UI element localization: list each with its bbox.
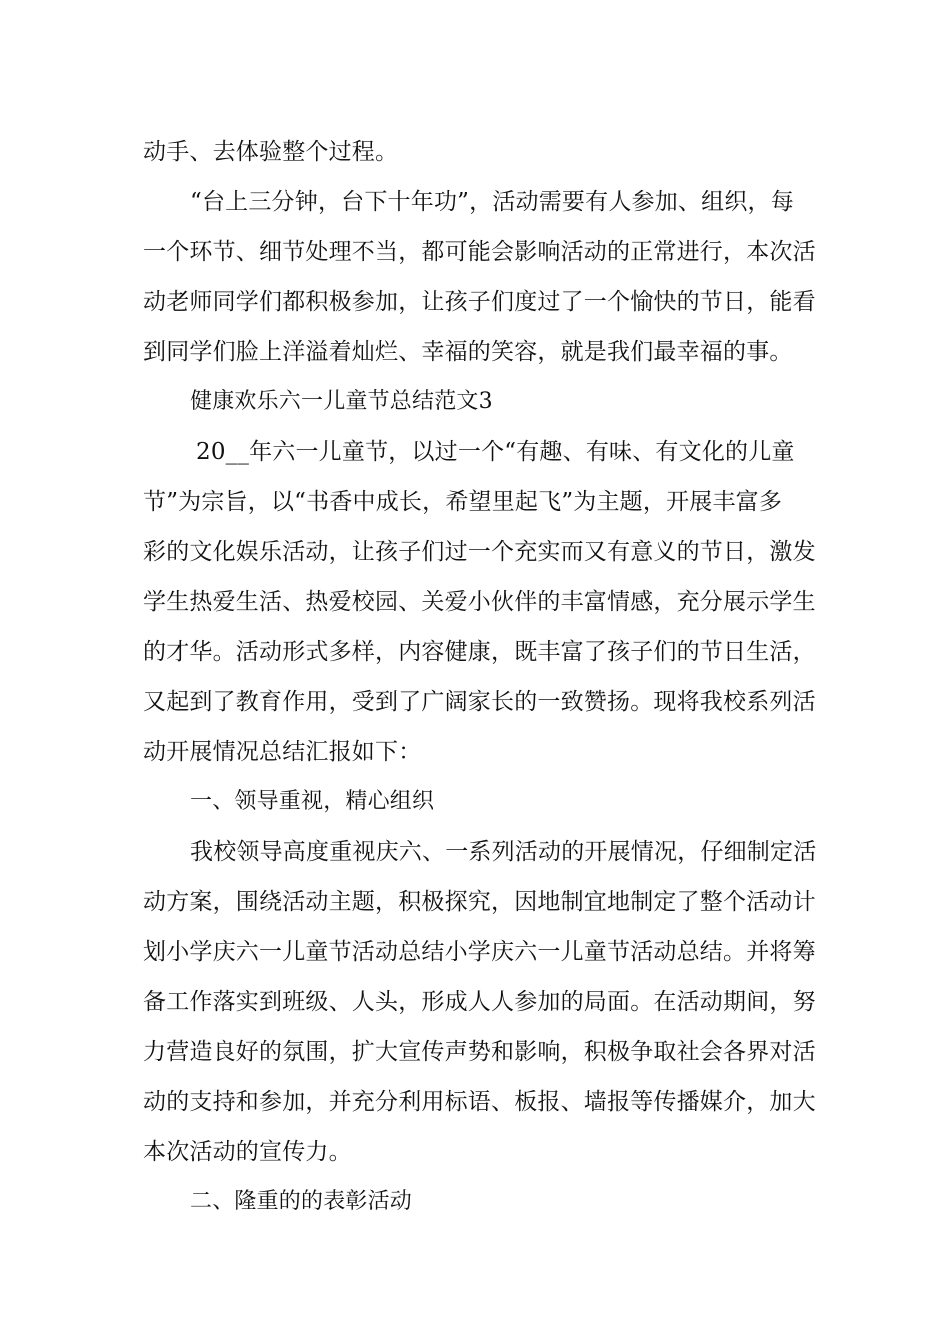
paragraph-line: 又起到了教育作用，受到了广阔家长的一致赞扬。现将我校系列活: [143, 689, 816, 715]
paragraph-line: 到同学们脸上洋溢着灿烂、幸福的笑容，就是我们最幸福的事。: [143, 339, 793, 365]
paragraph-line: 备工作落实到班级、人头，形成人人参加的局面。在活动期间，努: [143, 989, 816, 1015]
paragraph-line: 动老师同学们都积极参加，让孩子们度过了一个愉快的节日，能看: [143, 289, 816, 315]
paragraph-line: 划小学庆六一儿童节活动总结小学庆六一儿童节活动总结。并将筹: [143, 939, 816, 965]
paragraph-line: 彩的文化娱乐活动，让孩子们过一个充实而又有意义的节日，激发: [143, 539, 816, 565]
paragraph-line: 一个环节、细节处理不当，都可能会影响活动的正常进行，本次活: [143, 239, 816, 265]
paragraph-line: 动开展情况总结汇报如下：: [143, 739, 422, 765]
paragraph-line: 力营造良好的氛围，扩大宣传声势和影响，积极争取社会各界对活: [143, 1039, 816, 1065]
section-heading: 二、隆重的的表彰活动: [190, 1189, 413, 1214]
paragraph-line: 本次活动的宣传力。: [143, 1139, 352, 1165]
paragraph-line: 动的支持和参加，并充分利用标语、板报、墙报等传播媒介，加大: [143, 1089, 816, 1115]
section-title: 健康欢乐六一儿童节总结范文3: [190, 389, 493, 414]
paragraph-line: 20__年六一儿童节，以过一个“有趣、有味、有文化的儿童: [196, 439, 795, 465]
paragraph-line: 动手、去体验整个过程。: [143, 139, 399, 165]
paragraph-line: “台上三分钟，台下十年功”，活动需要有人参加、组织，每: [190, 189, 794, 215]
section-heading: 一、领导重视，精心组织: [190, 789, 435, 814]
paragraph-line: 的才华。活动形式多样，内容健康，既丰富了孩子们的节日生活，: [143, 639, 816, 665]
paragraph-line: 节”为宗旨，以“书香中成长，希望里起飞”为主题，开展丰富多: [143, 489, 783, 515]
paragraph-line: 我校领导高度重视庆六、一系列活动的开展情况，仔细制定活: [190, 839, 817, 865]
paragraph-line: 学生热爱生活、热爱校园、关爱小伙伴的丰富情感，充分展示学生: [143, 589, 816, 615]
paragraph-line: 动方案，围绕活动主题，积极探究，因地制宜地制定了整个活动计: [143, 889, 816, 915]
